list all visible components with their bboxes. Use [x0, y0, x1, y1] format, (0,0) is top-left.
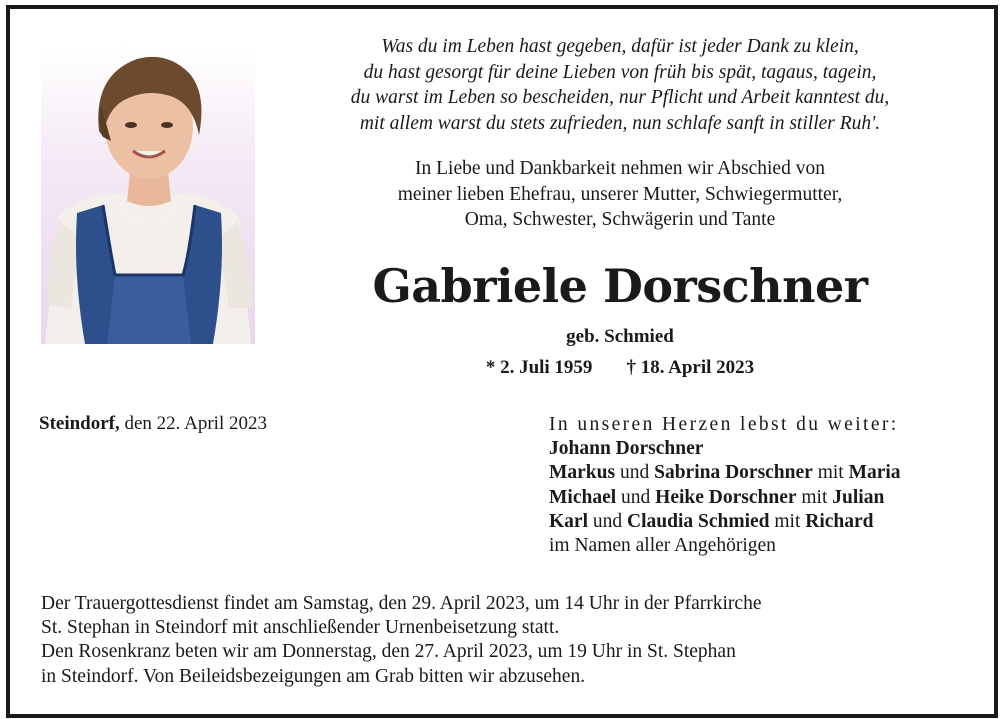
service-line: Der Trauergottesdienst findet am Samstag, den 29. April 2023, um 14 Uhr in der Pfarrkirche — [41, 593, 762, 614]
notice-date: den 22. April 2023 — [124, 413, 267, 434]
farewell-intro — [280, 156, 960, 233]
birth-date: * 2. Juli 1959 — [485, 357, 593, 378]
mourner-name: Heike Dorschner — [655, 486, 797, 508]
death-date: † 18. April 2023 — [626, 357, 755, 378]
mourner-name: Johann Dorschner — [549, 438, 704, 460]
mourner-line — [549, 486, 901, 510]
mourner-name: Richard — [805, 510, 874, 532]
mourner-name: Markus — [549, 462, 616, 484]
deceased-name: Gabriele Dorschner — [372, 259, 868, 313]
mourner-line — [549, 437, 901, 461]
service-line: in Steindorf. Von Beileidsbezeigungen am Grab bitten wir abzusehen. — [41, 665, 586, 687]
place-date — [39, 412, 267, 436]
mourner-connector: und — [588, 510, 627, 532]
mourner-name: Claudia Schmied — [627, 510, 770, 532]
mourner-connector: und — [615, 462, 655, 484]
mourners-closing: im Namen aller Angehörigen — [549, 535, 776, 557]
place-town: Steindorf, — [39, 413, 120, 434]
life-dates — [310, 356, 930, 380]
mourner-name: Karl — [549, 510, 588, 532]
portrait-photo — [41, 45, 255, 344]
service-line: St. Stephan in Steindorf mit anschließender Urnenbeisetzung statt. — [41, 617, 560, 639]
service-line: Den Rosenkranz beten wir am Donnerstag, den 27. April 2023, um 19 Uhr in St. Stephan — [41, 641, 736, 663]
mourner-connector: mit — [796, 486, 833, 508]
mourners-list — [549, 413, 901, 558]
birth-name: geb. Schmied — [566, 326, 674, 347]
mourner-name: Julian — [832, 486, 885, 508]
mourner-connector: und — [616, 486, 656, 508]
mourner-line — [549, 510, 901, 534]
mourner-connector: mit — [769, 510, 806, 532]
intro-line: Oma, Schwester, Schwägerin und Tante — [464, 209, 776, 230]
mourner-name: Sabrina Dorschner — [654, 462, 813, 484]
mourners-tagline: In unseren Herzen lebst du weiter: — [549, 414, 899, 435]
mourner-connector: mit — [812, 462, 849, 484]
memorial-verse — [280, 34, 960, 136]
mourner-name: Maria — [848, 462, 901, 484]
intro-line: meiner lieben Ehefrau, unserer Mutter, Schwiegermutter, — [397, 183, 843, 205]
service-info — [41, 592, 761, 689]
verse-line: du warst im Leben so bescheiden, nur Pflicht und Arbeit kanntest du, — [350, 87, 890, 108]
verse-line: Was du im Leben hast gegeben, dafür ist jeder Dank zu klein, — [381, 36, 859, 57]
mourner-line — [549, 461, 901, 485]
obituary-notice — [6, 5, 998, 718]
verse-line: mit allem warst du stets zufrieden, nun schlafe sanft in stiller Ruh'. — [359, 112, 881, 134]
mourner-lines — [549, 437, 901, 534]
intro-line: In Liebe und Dankbarkeit nehmen wir Abschied von — [415, 158, 825, 179]
mourner-name: Michael — [549, 486, 617, 508]
verse-line: du hast gesorgt für deine Lieben von früh bis spät, tagaus, tagein, — [363, 61, 877, 83]
portrait-illustration — [41, 45, 255, 344]
